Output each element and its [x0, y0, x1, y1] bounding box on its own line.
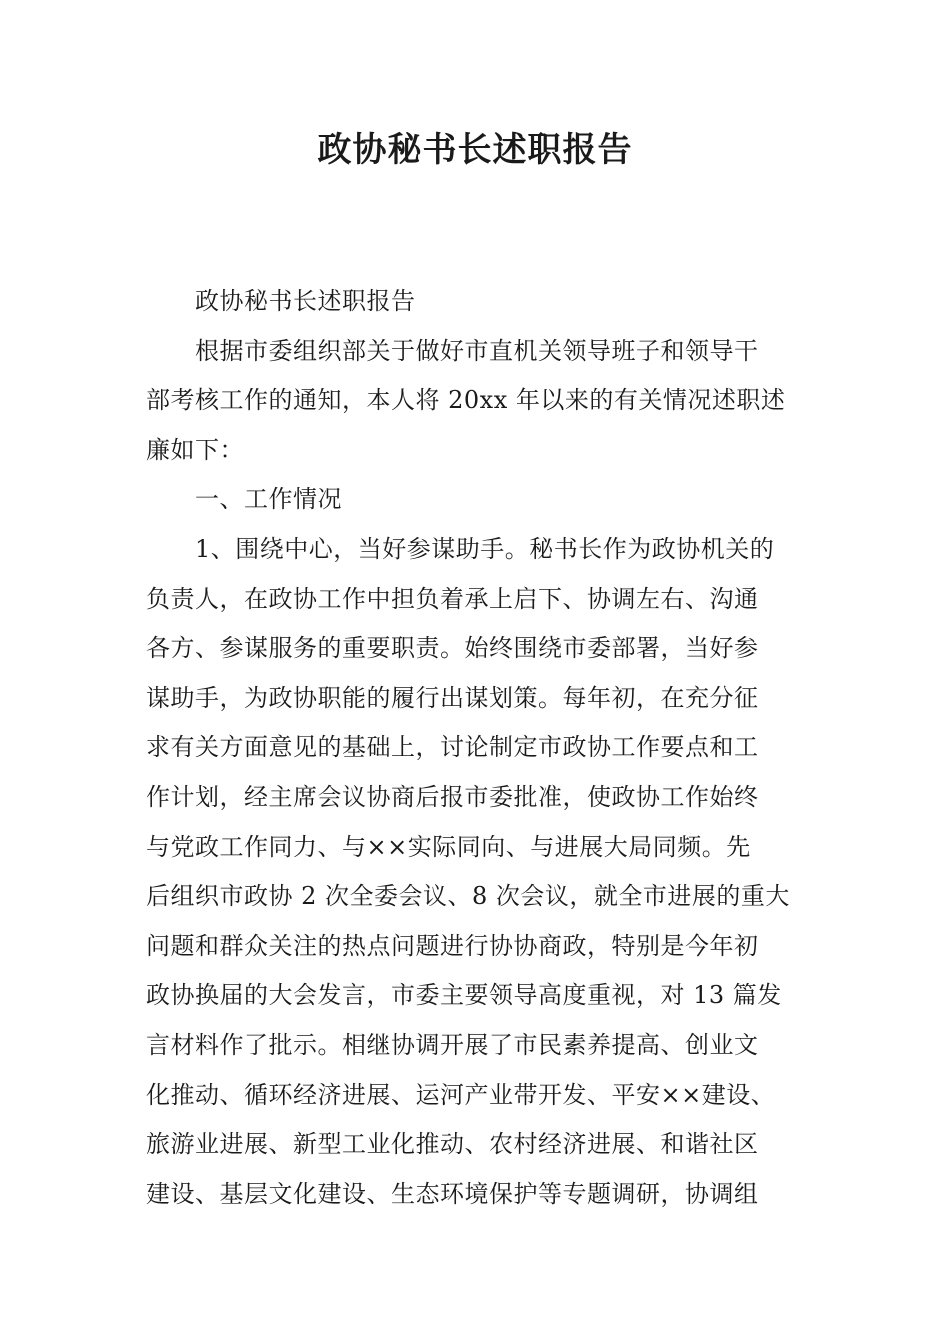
- paragraph-line: 问题和群众关注的热点问题进行协协商政，特别是今年初: [146, 931, 759, 960]
- paragraph-line: 根据市委组织部关于做好市直机关领导班子和领导干: [195, 336, 759, 365]
- paragraph-line: 建设、基层文化建设、生态环境保护等专题调研，协调组: [146, 1179, 759, 1208]
- paragraph-line: 1、围绕中心，当好参谋助手。秘书长作为政协机关的: [195, 534, 775, 563]
- document-body: [146, 277, 810, 1219]
- paragraph-line: 谋助手，为政协职能的履行出谋划策。每年初，在充分征: [146, 683, 759, 712]
- paragraph-line: 负责人，在政协工作中担负着承上启下、协调左右、沟通: [146, 584, 759, 613]
- document-title: 政协秘书长述职报告: [317, 130, 633, 170]
- paragraph-line: 政协换届的大会发言，市委主要领导高度重视，对 13 篇发: [146, 981, 782, 1010]
- section-heading: 一、工作情况: [195, 485, 342, 514]
- paragraph-line: 作计划，经主席会议协商后报市委批准，使政协工作始终: [146, 782, 759, 811]
- paragraph-line: 后组织市政协 2 次全委会议、8 次会议，就全市进展的重大: [146, 882, 790, 911]
- paragraph-line: 与党政工作同力、与××实际同向、与进展大局同频。先: [146, 832, 751, 861]
- paragraph-line: 廉如下：: [146, 435, 244, 464]
- paragraph-line: 旅游业进展、新型工业化推动、农村经济进展、和谐社区: [146, 1130, 759, 1159]
- paragraph-line: 部考核工作的通知，本人将 20xx 年以来的有关情况述职述: [146, 386, 786, 415]
- paragraph-line: 言材料作了批示。相继协调开展了市民素养提高、创业文: [146, 1030, 759, 1059]
- paragraph-line: 化推动、循环经济进展、运河产业带开发、平安××建设、: [146, 1080, 776, 1109]
- paragraph-line: 各方、参谋服务的重要职责。始终围绕市委部署，当好参: [146, 634, 759, 663]
- paragraph-line: 求有关方面意见的基础上，讨论制定市政协工作要点和工: [146, 733, 759, 762]
- paragraph-line: 政协秘书长述职报告: [195, 287, 416, 315]
